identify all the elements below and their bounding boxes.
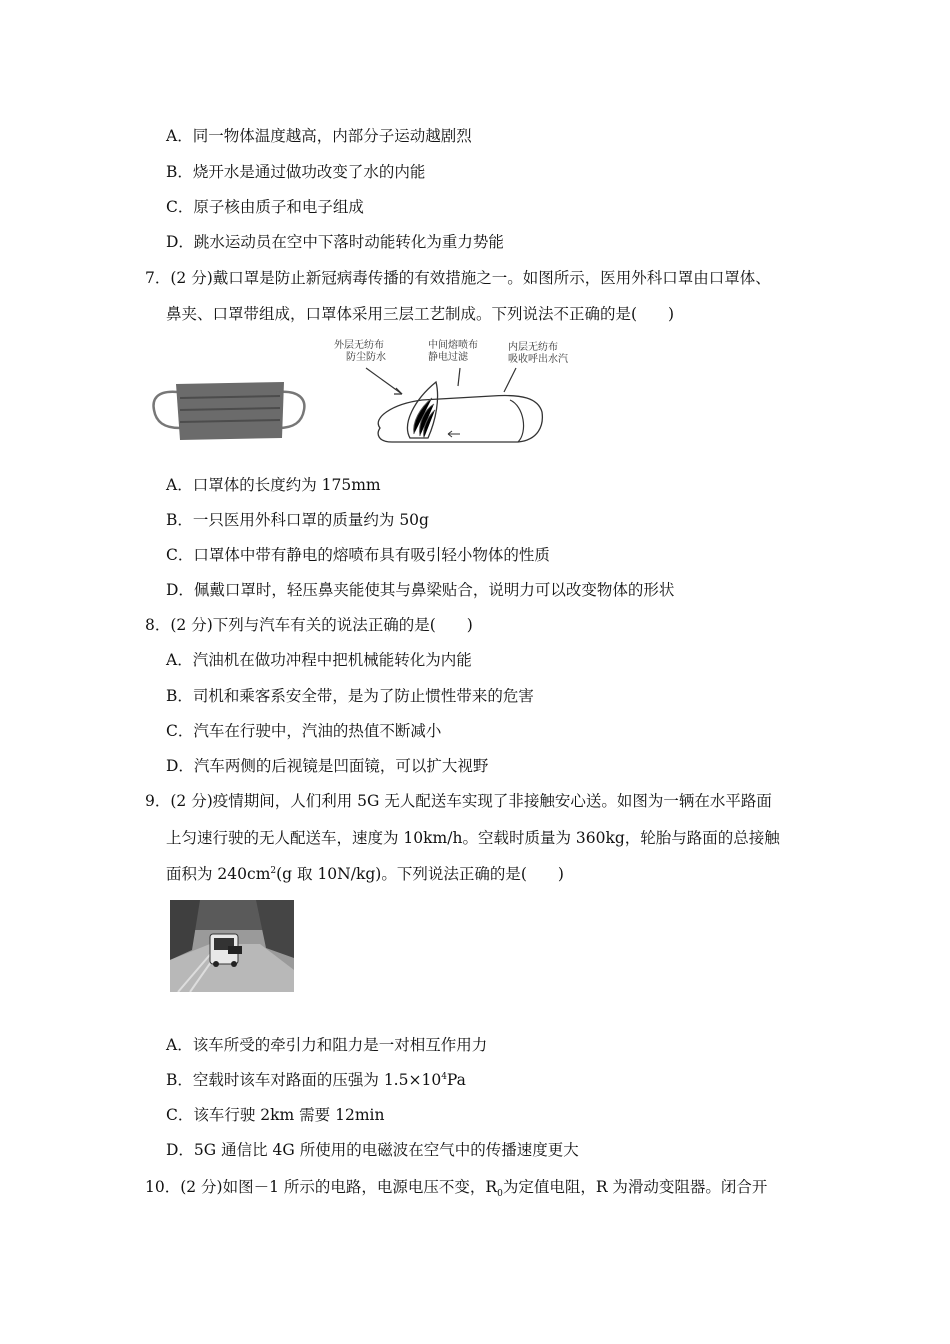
q7-option-a: A．口罩体的长度约为 175mm: [166, 476, 381, 494]
q9-stem-line3: 面积为 $240cm^2(g$ 取 10N/kg)。下列说法正确的是( ): [166, 865, 564, 883]
q8-option-a: A．汽油机在做功冲程中把机械能转化为内能: [166, 651, 472, 669]
q9-stem-line2: 上匀速行驶的无人配送车，速度为 10km/h。空载时质量为 360kg，轮胎与路面的总接触: [166, 829, 780, 847]
q8-stem: 8．(2 分)下列与汽车有关的说法正确的是( ): [145, 616, 473, 634]
q6-option-b: B．烧开水是通过做功改变了水的内能: [166, 163, 426, 181]
q9-option-b: B．空载时该车对路面的压强为 $1.5\times 10^4Pa$: [166, 1071, 466, 1089]
q6-option-d: D．跳水运动员在空中下落时动能转化为重力势能: [166, 233, 504, 251]
q10-stem-line1: 10．(2 分)如图－1 所示的电路，电源电压不变，$R_0$为定值电阻，R 为滑动变阻器。闭合开: [145, 1178, 768, 1200]
q7-option-b: B．一只医用外科口罩的质量约为 50g: [166, 511, 429, 529]
delivery-vehicle-photo: [170, 900, 294, 992]
label-middle-layer: 中间熔喷布: [428, 340, 478, 351]
q7-stem-line1: 7．(2 分)戴口罩是防止新冠病毒传播的有效措施之一。如图所示，医用外科口罩由口罩体、: [145, 269, 771, 287]
q7-option-d: D．佩戴口罩时，轻压鼻夹能使其与鼻梁贴合，说明力可以改变物体的形状: [166, 581, 675, 599]
label-middle-function: 静电过滤: [428, 352, 468, 363]
q7-stem-line2: 鼻夹、口罩带组成，口罩体采用三层工艺制成。下列说法不正确的是( ): [166, 305, 675, 323]
mask-layers-diagram: [332, 338, 594, 450]
q6-option-a: A．同一物体温度越高，内部分子运动越剧烈: [166, 127, 472, 145]
q9-stem-line1: 9．(2 分)疫情期间，人们利用 5G 无人配送车实现了非接触安心送。如图为一辆在水平路面: [145, 792, 772, 810]
q7-option-c: C．口罩体中带有静电的熔喷布具有吸引轻小物体的性质: [166, 546, 550, 564]
q8-option-b: B．司机和乘客系安全带，是为了防止惯性带来的危害: [166, 687, 534, 705]
q8-option-d: D．汽车两侧的后视镜是凹面镜，可以扩大视野: [166, 757, 489, 775]
label-inner-layer: 内层无纺布: [508, 342, 558, 353]
label-inner-function: 吸收呼出水汽: [508, 354, 568, 365]
label-outer-layer: 外层无纺布: [334, 340, 384, 351]
q9-option-a: A．该车所受的牵引力和阻力是一对相互作用力: [166, 1036, 488, 1054]
q9-option-c: C．该车行驶 2km 需要 12min: [166, 1106, 385, 1124]
q9-option-d: D．5G 通信比 4G 所使用的电磁波在空气中的传播速度更大: [166, 1141, 579, 1159]
label-outer-function: 防尘防水: [346, 352, 386, 363]
q8-option-c: C．汽车在行驶中，汽油的热值不断减小: [166, 722, 442, 740]
mask-photo: [150, 378, 310, 444]
q6-option-c: C．原子核由质子和电子组成: [166, 198, 364, 216]
